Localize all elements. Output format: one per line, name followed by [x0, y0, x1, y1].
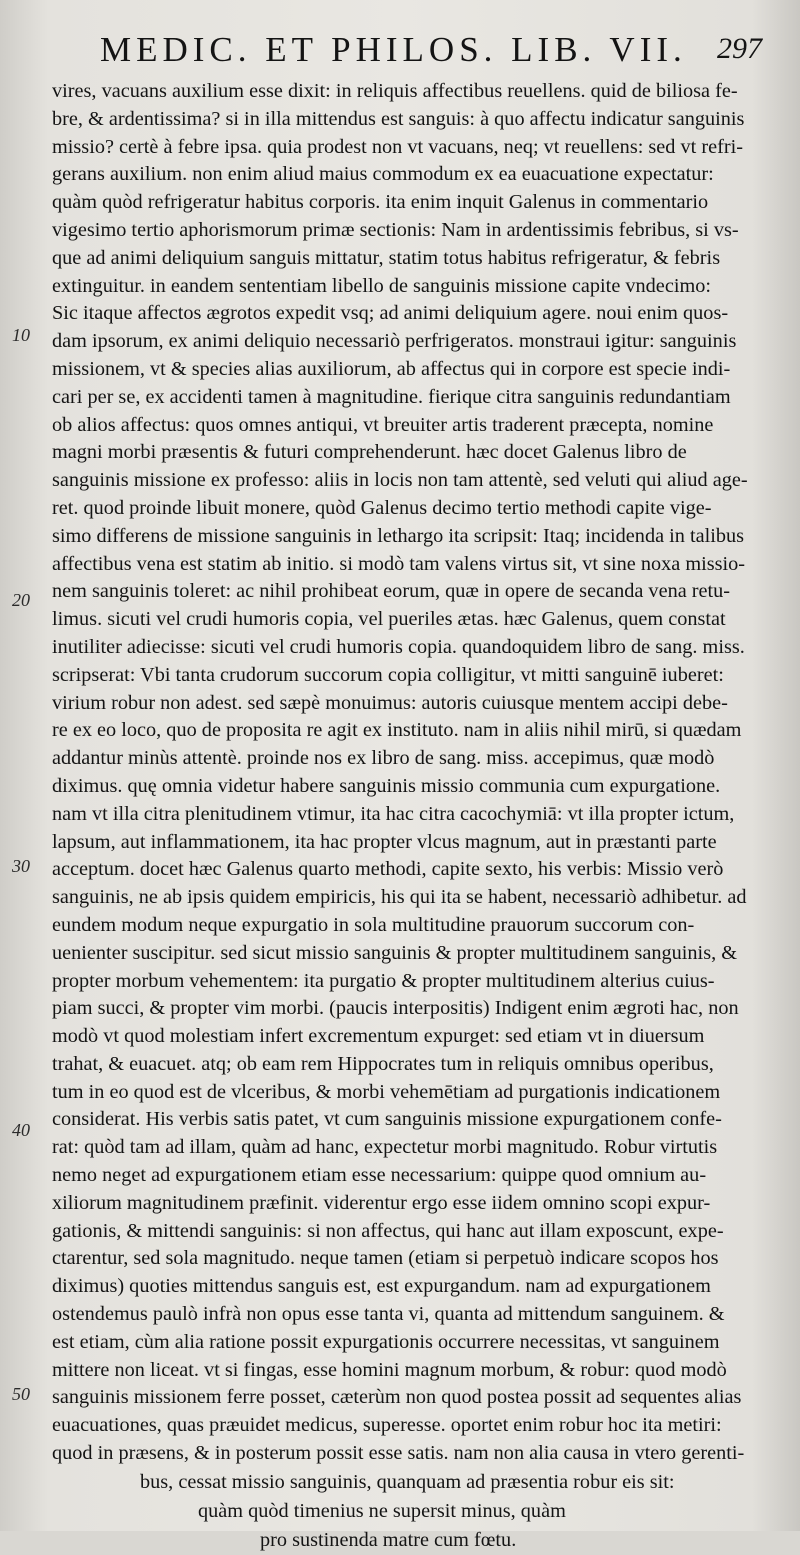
text-line: missionem, vt & species alias auxiliorum, ab affectus qui in corpore est specie indi-: [52, 357, 731, 380]
text-line: ctarentur, sed sola magnitudo. neque tamen (etiam si perpetuò indicare scopos hos: [52, 1247, 719, 1270]
body-text: [52, 78, 774, 1555]
text-line: modò vt quod molestiam infert excrementum expurget: sed etiam vt in diuersum: [52, 1025, 705, 1048]
text-line: extinguitur. in eandem sententiam libello de sanguinis missione capite vndecimo:: [52, 274, 712, 297]
text-line: inutiliter adiecisse: sicuti vel crudi humoris copia. quandoquidem libro de sang. miss.: [52, 635, 745, 658]
margin-line-number-10: 10: [12, 325, 30, 345]
text-line: cari per se, ex accidenti tamen à magnitudine. fierique citra sanguinis redundantiam: [52, 385, 731, 408]
text-line: vires, vacuans auxilium esse dixit: in reliquis affectibus reuellens. quid de biliosa fe-: [52, 80, 738, 102]
closing-line: bus, cessat missio sanguinis, quanquam ad præsentia robur eis sit:: [140, 1470, 675, 1493]
text-line: considerat. His verbis satis patet, vt cum sanguinis missione expurgationem confe-: [52, 1108, 722, 1131]
text-line: lapsum, aut inflammationem, ita hac propter vlcus magnum, aut in præstanti parte: [52, 830, 717, 853]
margin-line-number-40: 40: [12, 1120, 30, 1140]
text-line: diximus. quę omnia videtur habere sanguinis missio communia cum expurgatione.: [52, 774, 721, 797]
text-line: quàm quòd refrigeratur habitus corporis. ita enim inquit Galenus in commentario: [52, 191, 709, 214]
text-line: gerans auxilium. non enim aliud maius commodum ex ea euacuatione expectatur:: [52, 163, 714, 186]
text-line: dam ipsorum, ex animi deliquio necessariò perfrigeratos. monstraui igitur: sanguinis: [52, 330, 737, 353]
text-line: gationis, & mittendi sanguinis: si non affectus, qui hanc aut illam exposcunt, expe-: [52, 1219, 724, 1242]
page-header: [100, 30, 780, 74]
text-line: diximus) quoties mittendus sanguis est, est expurgandum. nam ad expurgationem: [52, 1275, 711, 1298]
text-line: limus. sicuti vel crudi humoris copia, vel pueriles ætas. hæc Galenus, quem constat: [52, 608, 726, 631]
closing-line: quàm quòd timenius ne supersit minus, quàm: [198, 1499, 566, 1522]
text-line: vigesimo tertio aphorismorum primæ sectionis: Nam in ardentissimis febribus, si vs-: [52, 218, 739, 241]
text-line: uenienter suscipitur. sed sicut missio sanguinis & propter multitudinem sanguinis, &: [52, 941, 737, 964]
text-line: rat: quòd tam ad illam, quàm ad hanc, expectetur morbi magnitudo. Robur virtutis: [52, 1136, 718, 1159]
text-line: quod in præsens, & in posterum possit esse satis. nam non alia causa in vtero gerenti-: [52, 1442, 745, 1465]
text-line: magni morbi præsentis & futuri comprehenderunt. hæc docet Galenus libro de: [52, 441, 687, 464]
text-line: sanguinis, ne ab ipsis quidem empiricis, his qui ita se habent, necessariò adhibetur. ad: [52, 886, 747, 909]
text-line: bre, & ardentissima? si in illa mittendus est sanguis: à quo affectu indicatur sanguinis: [52, 107, 745, 130]
text-line: propter morbum vehementem: ita purgatio & propter multitudinem alterius cuius-: [52, 969, 715, 992]
text-line: virium robur non adest. sed sæpè monuimus: autoris cuiusque mentem accipi debe-: [52, 691, 728, 714]
text-line: missio? certè à febre ipsa. quia prodest non vt vacuans, neq; vt reuellens: sed vt refri-: [52, 135, 744, 158]
text-line: piam succi, & propter vim morbi. (paucis interpositis) Indigent enim ægroti hac, non: [52, 997, 739, 1020]
text-line: acceptum. docet hæc Galenus quarto methodi, capite sexto, his verbis: Missio verò: [52, 858, 724, 881]
text-line: Sic itaque affectos ægrotos expedit vsq; ad animi deliquium agere. noui enim quos-: [52, 302, 729, 325]
text-line: affectibus vena est statim ab initio. si modò tam valens virtus sit, vt sine noxa missio-: [52, 552, 746, 575]
text-line: que ad animi deliquium sanguis mittatur, statim totus habitus refrigeratur, & febris: [52, 246, 721, 269]
text-line: nem sanguinis toleret: ac nihil prohibeat eorum, quæ in opere de secanda vena retu-: [52, 580, 731, 603]
text-line: tum in eo quod est de vlceribus, & morbi vehemētiam ad purgationis indicationem: [52, 1080, 721, 1103]
margin-line-number-30: 30: [12, 856, 30, 876]
page-number: 297: [717, 32, 762, 65]
text-line: trahat, & euacuet. atq; ob eam rem Hippocrates tum in reliquis omnibus operibus,: [52, 1052, 714, 1075]
running-title: MEDIC. ET PHILOS. LIB. VII.: [100, 30, 687, 69]
text-line: ob alios affectus: quos omnes antiqui, vt breuiter artis traderent præcepta, nomine: [52, 413, 714, 436]
margin-line-number-20: 20: [12, 590, 30, 610]
closing-line: pro sustinenda matre cum fœtu.: [260, 1528, 517, 1551]
text-line: euacuationes, quas præuidet medicus, superesse. oportet enim robur hoc ita metiri:: [52, 1414, 722, 1437]
text-line: eundem modum neque expurgatio in sola multitudine prauorum succorum con-: [52, 913, 695, 936]
text-line: sanguinis missione ex professo: aliis in locis non tam attentè, sed veluti qui aliud age-: [52, 469, 748, 492]
text-line: simo differens de missione sanguinis in lethargo ita scripsit: Itaq; incidenda in talibus: [52, 524, 745, 547]
text-line: scripserat: Vbi tanta crudorum succorum copia colligitur, vt mitti sanguinē iuberet:: [52, 663, 724, 686]
text-line: sanguinis missionem ferre posset, cæterùm non quod postea possit ad sequentes alias: [52, 1386, 742, 1409]
text-line: addantur minùs attentè. proinde nos ex libro de sang. miss. accepimus, quæ modò: [52, 747, 715, 770]
text-line: re ex eo loco, quo de proposita re agit ex instituto. nam in aliis nihil mirū, si quædam: [52, 719, 742, 742]
text-line: xiliorum magnitudinem præfinit. viderentur ergo esse iidem omnino scopi expur-: [52, 1191, 711, 1214]
text-line: nam vt illa citra plenitudinem vtimur, ita hac citra cacochymiā: vt illa propter ictum,: [52, 802, 735, 825]
text-line: est etiam, cùm alia ratione possit expurgationis occurrere necessitas, vt sanguinem: [52, 1330, 720, 1353]
text-line: nemo neget ad expurgationem etiam esse necessarium: quippe quod omnium au-: [52, 1164, 707, 1187]
text-line: ret. quod proinde libuit monere, quòd Galenus decimo tertio methodi capite vige-: [52, 496, 712, 519]
margin-line-number-50: 50: [12, 1384, 30, 1404]
text-line: mittere non liceat. vt si fingas, esse homini magnum morbum, & robur: quod modò: [52, 1358, 727, 1381]
text-line: ostendemus paulò infrà non opus esse tanta vi, quanta ad mittendum sanguinem. &: [52, 1303, 725, 1326]
